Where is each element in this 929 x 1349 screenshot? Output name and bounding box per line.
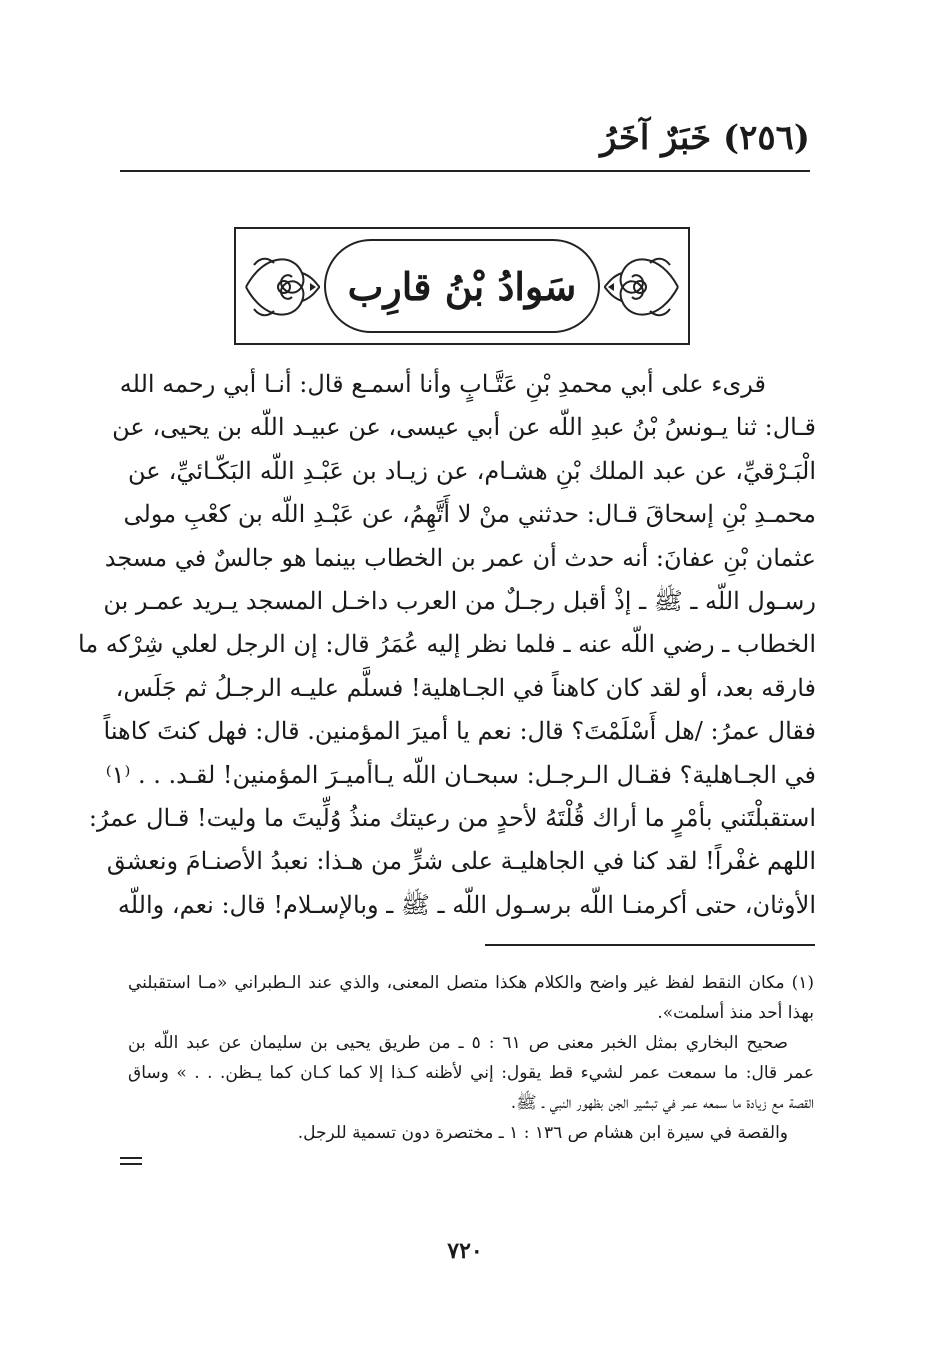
text-line: قـال: ثنا يـونسُ بْنُ عبدِ اللّه عن أبي عيسى، عن عبيـد اللّه بن يحيى، عن (112, 413, 816, 442)
text-line: عثمان بْنِ عفانَ: أنه حدث أن عمر بن الخطاب بينما هو جالسٌ في مسجد (104, 543, 816, 572)
footnote-line: بهذا أحد منذ أسلمت». (657, 1003, 814, 1023)
page-header (120, 118, 810, 159)
text-line: رسـول اللّه ـ ﷺ ـ إذْ أقبل رجـلٌ من العرب داخـل المسجد يـريد عمـر بن (103, 586, 816, 615)
text-line: فقال عمرُ: /هل أَسْلَمْتَ؟ قال: نعم يا أميرَ المؤمنين. قال: فهل كنتَ كاهناً (103, 717, 816, 746)
chapter-title: (٢٥٦) خَبَرٌ آخَرُ (600, 118, 810, 158)
text-line: قرىء على أبي محمدِ بْنِ عَتَّـابٍ وأنا أسمـع قال: أنـا أبي رحمه الله (119, 370, 766, 398)
text-line: اللهم غفْراً! لقد كنا في الجاهليـة على شرٍّ من هـذا: نعبدُ الأصنـامَ ونعشق (106, 847, 816, 876)
body-paragraph (78, 363, 816, 927)
footnote-line: (١) مكان النقط لفظ غير واضح والكلام هكذا متصل المعنى، والذي عند الـطبراني «مـا استقبلني (128, 973, 814, 993)
text-line: في الجـاهلية؟ فقـال الـرجـل: سبحـان اللّه يـاأميـرَ المؤمنين! لقـد. . . ⁽١⁾ (105, 760, 816, 789)
section-title: سَوادُ بْنُ قارِب (347, 263, 577, 309)
footnote-line: عمر قال: ما سمعت عمر لشيء قط يقول: إني لأظنه كـذا إلا كما كـان كما يـظن. . . » وساق (128, 1063, 814, 1083)
arabesque-ornament-icon (600, 243, 682, 331)
title-cartouche (324, 239, 600, 333)
text-line: استقبلْتَني بأمْرٍ ما أراك قُلْتَهُ لأحدٍ من رعيتك منذُ وُلِّيتَ ما وليت! قـال عمرُ: (88, 803, 816, 832)
text-line: محمـدِ بْنِ إسحاقَ قـال: حدثني منْ لا أَتَّهِمُ، عن عَبْـدِ اللّه بن كعْبِ مولى (123, 500, 816, 529)
footnote-rule (485, 944, 815, 946)
text-line: الْبَـرْقيِّ، عن عبد الملك بْنِ هشـام، عن زيـاد بن عَبْـدِ اللّه البَكّـائيِّ، عن (128, 456, 816, 485)
footnote-line: والقصة في سيرة ابن هشام ص ١٣٦ : ١ ـ مختصرة دون تسمية للرجل. (297, 1123, 788, 1143)
footnote-line: القصة مع زيادة ما سمعه عمر في تبشير الجن بظهور النبي ـ ﷺ. (510, 1093, 814, 1113)
text-line: الأوثان، حتى أكرمنـا اللّه برسـول اللّه ـ ﷺ ـ وبالإسـلام! قال: نعم، واللّه (117, 890, 816, 919)
header-rule (120, 170, 810, 172)
footnotes (128, 968, 814, 1148)
title-frame (234, 227, 690, 345)
footnote-line: صحيح البخاري بمثل الخبر معنى ص ٦١ : ٥ ـ من طريق يحيى بن سليمان عن عبد اللّه بن (128, 1033, 788, 1053)
margin-mark (120, 1157, 142, 1167)
text-line: فارقه بعد، أو لقد كان كاهناً في الجـاهلية! فسلَّم عليـه الرجـلُ ثم جَلَس، (115, 673, 816, 702)
page-number: ٧٢٠ (447, 1238, 483, 1264)
text-line: الخطاب ـ رضي اللّه عنه ـ فلما نظر إليه عُمَرُ قال: إن الرجل لعلي شِرْكه ما (78, 630, 816, 659)
arabesque-ornament-icon (242, 243, 324, 331)
